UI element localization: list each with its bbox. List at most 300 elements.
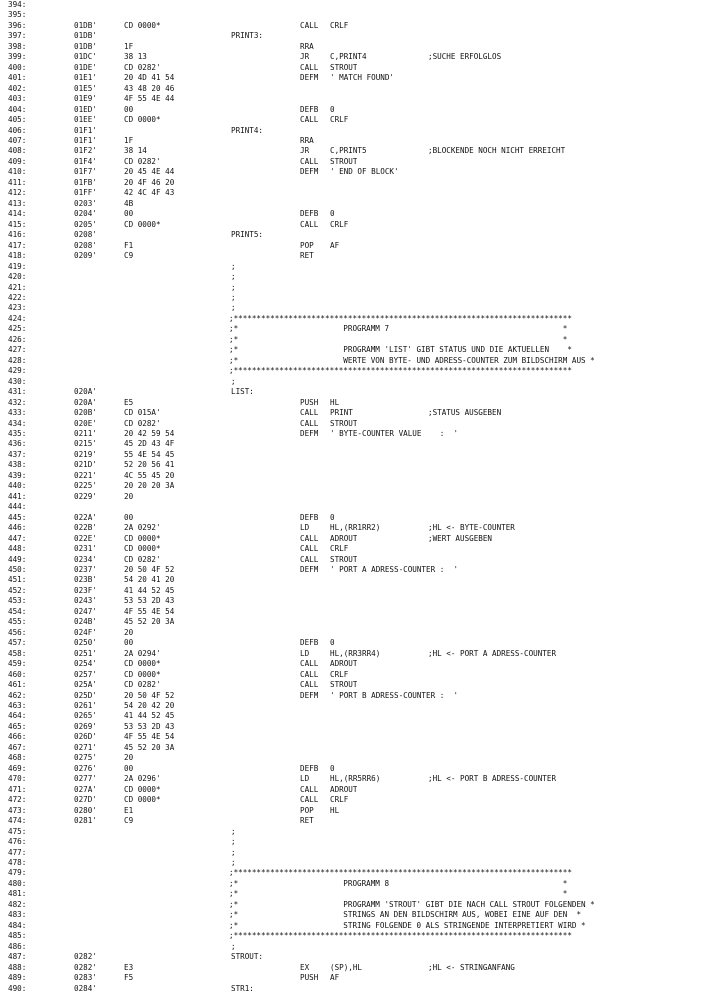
line-number: 409: [8, 156, 27, 166]
listing-line [0, 73, 701, 83]
line-number: 462: [8, 690, 27, 700]
mnemonic: CALL [300, 408, 319, 418]
line-number: 475: [8, 826, 27, 836]
listing-line [0, 523, 701, 533]
label: ; [231, 837, 236, 847]
listing-line [0, 136, 701, 146]
address: 01FF' [74, 188, 97, 198]
listing-line [0, 942, 701, 952]
address: 0271' [74, 742, 97, 752]
address: 0243' [74, 596, 97, 606]
address: 022E' [74, 533, 97, 543]
label: ; [231, 292, 236, 302]
line-number: 452: [8, 585, 27, 595]
address: 027D' [74, 795, 97, 805]
listing-line [0, 670, 701, 680]
operand: C,PRINT5 [330, 146, 367, 156]
line-number: 401: [8, 73, 27, 83]
listing-line [0, 691, 701, 701]
line-number: 478: [8, 857, 27, 867]
address: 01F1' [74, 125, 97, 135]
listing-line [0, 963, 701, 973]
listing-line [0, 157, 701, 167]
address: 0283' [74, 973, 97, 983]
address: 01DC' [74, 52, 97, 62]
listing-line [0, 858, 701, 868]
machine-code: 20 [124, 491, 134, 501]
mnemonic: CALL [300, 62, 319, 72]
machine-code: 38 14 [124, 146, 147, 156]
label: PRINT4: [231, 125, 264, 135]
operand: STROUT [330, 418, 358, 428]
line-number: 421: [8, 282, 27, 292]
line-number: 414: [8, 209, 27, 219]
line-number: 437: [8, 449, 27, 459]
machine-code: 38 13 [124, 52, 147, 62]
line-number: 448: [8, 544, 27, 554]
line-number: 449: [8, 554, 27, 564]
address: 0254' [74, 659, 97, 669]
machine-code: CD 0000* [124, 659, 161, 669]
comment-banner: ;* * [229, 334, 568, 344]
label: PRINT5: [231, 230, 264, 240]
line-number: 482: [8, 899, 27, 909]
mnemonic: POP [300, 240, 314, 250]
line-number: 431: [8, 387, 27, 397]
line-number: 398: [8, 41, 27, 51]
mnemonic: EX [300, 962, 310, 972]
listing-line [0, 764, 701, 774]
line-number: 420: [8, 272, 27, 282]
machine-code: 20 50 4F 52 [124, 565, 175, 574]
listing-line [0, 0, 701, 10]
mnemonic: RET [300, 251, 314, 261]
listing-line [0, 837, 701, 847]
listing-line [0, 450, 701, 460]
listing-line [0, 879, 701, 889]
line-number: 400: [8, 62, 27, 72]
listing-line [0, 230, 701, 240]
address: 0251' [74, 648, 97, 658]
machine-code: CD 0000* [124, 795, 161, 805]
operand: PRINT [330, 408, 353, 418]
machine-code: 1F [124, 136, 134, 146]
line-number: 406: [8, 125, 27, 135]
listing-line [0, 167, 701, 177]
line-number: 435: [8, 428, 27, 438]
line-number: 465: [8, 721, 27, 731]
listing-line [0, 638, 701, 648]
line-number: 429: [8, 366, 27, 376]
mnemonic: CALL [300, 544, 319, 554]
listing-line [0, 575, 701, 585]
machine-code: C9 [124, 251, 134, 261]
line-number: 427: [8, 345, 27, 355]
listing-line [0, 377, 701, 387]
line-number: 445: [8, 512, 27, 522]
machine-code: 54 20 41 20 [124, 575, 175, 585]
address: 025D' [74, 690, 97, 700]
operand: ' BYTE-COUNTER VALUE : ' [330, 428, 459, 438]
listing-line [0, 910, 701, 920]
machine-code: C9 [124, 816, 134, 826]
mnemonic: DEFB [300, 209, 319, 219]
address: 0208' [74, 230, 97, 240]
machine-code: CD 0000* [124, 20, 161, 30]
line-number: 424: [8, 313, 27, 323]
machine-code: CD 0282' [124, 418, 161, 428]
mnemonic: LD [300, 774, 310, 784]
machine-code: 53 53 2D 43 [124, 596, 175, 606]
machine-code: CD 0282' [124, 62, 161, 72]
line-number: 422: [8, 292, 27, 302]
line-number: 423: [8, 303, 27, 313]
listing-line [0, 94, 701, 104]
operand: 0 [330, 512, 335, 522]
listing-line [0, 711, 701, 721]
address: 0215' [74, 439, 97, 449]
listing-line [0, 345, 701, 355]
line-number: 433: [8, 408, 27, 418]
mnemonic: CALL [300, 418, 319, 428]
mnemonic: DEFB [300, 763, 319, 773]
mnemonic: POP [300, 805, 314, 815]
label: LIST: [231, 387, 254, 397]
address: 01DE' [74, 62, 97, 72]
operand: 0 [330, 209, 335, 219]
machine-code: 20 20 20 3A [124, 481, 175, 491]
address: 0237' [74, 565, 97, 574]
listing-line [0, 816, 701, 826]
operand: ADROUT [330, 659, 358, 669]
comment: ;BLOCKENDE NOCH NICHT ERREICHT [428, 146, 566, 156]
listing-line [0, 785, 701, 795]
address: 020A' [74, 387, 97, 397]
mnemonic: PUSH [300, 397, 319, 407]
mnemonic: PUSH [300, 973, 319, 983]
machine-code: CD 0000* [124, 784, 161, 794]
operand: HL [330, 805, 340, 815]
mnemonic: LD [300, 648, 310, 658]
listing-line [0, 492, 701, 502]
listing-line [0, 188, 701, 198]
listing-line [0, 544, 701, 554]
listing-line [0, 628, 701, 638]
operand: AF [330, 973, 340, 983]
address: 01F7' [74, 167, 97, 177]
address: 01FB' [74, 177, 97, 187]
operand: HL [330, 397, 340, 407]
address: 024F' [74, 627, 97, 637]
operand: 0 [330, 104, 335, 114]
listing-line [0, 481, 701, 491]
operand: HL,(RR1RR2) [330, 523, 381, 533]
address: 020B' [74, 408, 97, 418]
listing-line [0, 931, 701, 941]
machine-code: 2A 0292' [124, 523, 161, 533]
comment: ;SUCHE ERFOLGLOS [428, 52, 502, 62]
operand: C,PRINT4 [330, 52, 367, 62]
operand: STROUT [330, 680, 358, 690]
machine-code: E3 [124, 962, 134, 972]
mnemonic: CALL [300, 795, 319, 805]
line-number: 476: [8, 837, 27, 847]
listing-line [0, 513, 701, 523]
comment: ;HL <- STRINGANFANG [428, 962, 515, 972]
line-number: 404: [8, 104, 27, 114]
listing-line [0, 199, 701, 209]
machine-code: 1F [124, 41, 134, 51]
comment-banner: ;* PROGRAMM 7 * [229, 324, 568, 334]
line-number: 440: [8, 481, 27, 491]
mnemonic: CALL [300, 669, 319, 679]
machine-code: 20 [124, 627, 134, 637]
operand: HL,(RR3RR4) [330, 648, 381, 658]
listing-line [0, 900, 701, 910]
comment-banner: ;* WERTE VON BYTE- UND ADRESS-COUNTER ZUM BILDSCHIRM AUS * [229, 355, 595, 365]
listing-line [0, 10, 701, 20]
operand: ADROUT [330, 784, 358, 794]
address: 01E5' [74, 83, 97, 93]
line-number: 418: [8, 251, 27, 261]
listing-line [0, 251, 701, 261]
listing-line [0, 502, 701, 512]
machine-code: 54 20 42 20 [124, 701, 175, 711]
label: ; [231, 261, 236, 271]
listing-line [0, 293, 701, 303]
address: 021D' [74, 460, 97, 470]
operand: ADROUT [330, 533, 358, 543]
mnemonic: CALL [300, 784, 319, 794]
operand: STROUT [330, 156, 358, 166]
address: 0205' [74, 219, 97, 229]
line-number: 479: [8, 868, 27, 878]
address: 0282' [74, 952, 97, 962]
address: 025A' [74, 680, 97, 690]
mnemonic: DEFB [300, 104, 319, 114]
listing-line [0, 303, 701, 313]
address: 01F4' [74, 156, 97, 166]
machine-code: 4B [124, 198, 134, 208]
address: 01F1' [74, 136, 97, 146]
listing-line [0, 806, 701, 816]
operand: ' PORT A ADRESS-COUNTER : ' [330, 565, 459, 574]
mnemonic: CALL [300, 680, 319, 690]
listing-line [0, 21, 701, 31]
line-number: 458: [8, 648, 27, 658]
comment-banner: ;* PROGRAMM 'STROUT' GIBT DIE NACH CALL STROUT FOLGENDEN * [229, 899, 595, 909]
line-number: 428: [8, 355, 27, 365]
comment-banner: ;************************************************************************** [229, 931, 572, 941]
line-number: 450: [8, 565, 27, 574]
address: 0275' [74, 753, 97, 763]
address: 024B' [74, 617, 97, 627]
line-number: 468: [8, 753, 27, 763]
machine-code: 2A 0294' [124, 648, 161, 658]
listing-line [0, 241, 701, 251]
operand: ' MATCH FOUND' [330, 73, 395, 83]
listing-line [0, 105, 701, 115]
listing-line [0, 356, 701, 366]
operand: STROUT [330, 62, 358, 72]
listing-line [0, 84, 701, 94]
comment-banner: ;* STRINGS AN DEN BILDSCHIRM AUS, WOBEI EINE AUF DEN * [229, 910, 582, 920]
listing-line [0, 973, 701, 983]
listing-line [0, 272, 701, 282]
operand: CRLF [330, 219, 349, 229]
mnemonic: RET [300, 816, 314, 826]
mnemonic: CALL [300, 115, 319, 125]
mnemonic: CALL [300, 219, 319, 229]
address: 0209' [74, 251, 97, 261]
machine-code: CD 0000* [124, 219, 161, 229]
line-number: 411: [8, 177, 27, 187]
line-number: 481: [8, 889, 27, 899]
line-number: 467: [8, 742, 27, 752]
machine-code: E5 [124, 397, 134, 407]
line-number: 451: [8, 575, 27, 585]
line-number: 410: [8, 167, 27, 177]
machine-code: 20 [124, 753, 134, 763]
line-number: 439: [8, 470, 27, 480]
machine-code: CD 0000* [124, 669, 161, 679]
line-number: 444: [8, 502, 27, 512]
address: 0229' [74, 491, 97, 501]
machine-code: CD 0282' [124, 156, 161, 166]
line-number: 453: [8, 596, 27, 606]
line-number: 486: [8, 941, 27, 951]
address: 01DB' [74, 20, 97, 30]
line-number: 456: [8, 627, 27, 637]
mnemonic: JR [300, 146, 310, 156]
line-number: 460: [8, 669, 27, 679]
line-number: 438: [8, 460, 27, 470]
address: 0203' [74, 198, 97, 208]
comment-banner: ;************************************************************************** [229, 868, 572, 878]
machine-code: 4F 55 4E 44 [124, 94, 175, 104]
machine-code: 00 [124, 104, 134, 114]
line-number: 432: [8, 397, 27, 407]
machine-code: 2A 0296' [124, 774, 161, 784]
listing-line [0, 471, 701, 481]
listing-line [0, 596, 701, 606]
mnemonic: CALL [300, 554, 319, 564]
machine-code: 20 42 59 54 [124, 428, 175, 438]
address: 020E' [74, 418, 97, 428]
listing-line [0, 52, 701, 62]
line-number: 417: [8, 240, 27, 250]
address: 023B' [74, 575, 97, 585]
label: STROUT: [231, 952, 264, 962]
comment: ;HL <- BYTE-COUNTER [428, 523, 515, 533]
label: ; [231, 272, 236, 282]
listing-line [0, 209, 701, 219]
machine-code: 00 [124, 763, 134, 773]
label: ; [231, 826, 236, 836]
address: 0276' [74, 763, 97, 773]
line-number: 395: [8, 10, 27, 20]
address: 022A' [74, 512, 97, 522]
operand: CRLF [330, 20, 349, 30]
listing-line [0, 324, 701, 334]
line-number: 487: [8, 952, 27, 962]
machine-code: CD 0282' [124, 680, 161, 690]
machine-code: 4F 55 4E 54 [124, 732, 175, 742]
mnemonic: DEFM [300, 73, 319, 83]
mnemonic: RRA [300, 41, 314, 51]
line-number: 485: [8, 931, 27, 941]
listing-line [0, 262, 701, 272]
listing-line [0, 63, 701, 73]
operand: AF [330, 240, 340, 250]
listing-line [0, 314, 701, 324]
listing-line [0, 146, 701, 156]
line-number: 407: [8, 136, 27, 146]
line-number: 454: [8, 606, 27, 616]
machine-code: 45 2D 43 4F [124, 439, 175, 449]
address: 0225' [74, 481, 97, 491]
listing-line [0, 178, 701, 188]
address: 01DB' [74, 41, 97, 51]
listing-line [0, 408, 701, 418]
line-number: 470: [8, 774, 27, 784]
address: 0269' [74, 721, 97, 731]
line-number: 469: [8, 763, 27, 773]
label: ; [231, 303, 236, 313]
address: 0250' [74, 638, 97, 648]
listing-line [0, 701, 701, 711]
mnemonic: CALL [300, 659, 319, 669]
mnemonic: RRA [300, 136, 314, 146]
label: ; [231, 857, 236, 867]
machine-code: 45 52 20 3A [124, 617, 175, 627]
listing-line [0, 366, 701, 376]
listing-line [0, 42, 701, 52]
line-number: 447: [8, 533, 27, 543]
label: ; [231, 941, 236, 951]
machine-code: 00 [124, 512, 134, 522]
listing-line [0, 429, 701, 439]
machine-code: 55 4E 54 45 [124, 449, 175, 459]
address: 0211' [74, 428, 97, 438]
address: 0281' [74, 816, 97, 826]
machine-code: CD 0000* [124, 533, 161, 543]
listing-line [0, 387, 701, 397]
listing-line [0, 534, 701, 544]
comment-banner: ;* * [229, 889, 568, 899]
address: 01ED' [74, 104, 97, 114]
line-number: 397: [8, 31, 27, 41]
line-number: 413: [8, 198, 27, 208]
listing-line [0, 31, 701, 41]
machine-code: F5 [124, 973, 134, 983]
mnemonic: CALL [300, 533, 319, 543]
line-number: 483: [8, 910, 27, 920]
line-number: 490: [8, 983, 27, 993]
label: STR1: [231, 983, 254, 993]
mnemonic: DEFB [300, 512, 319, 522]
listing-line [0, 722, 701, 732]
mnemonic: DEFM [300, 565, 319, 574]
line-number: 466: [8, 732, 27, 742]
address: 0280' [74, 805, 97, 815]
address: 0208' [74, 240, 97, 250]
listing-line [0, 565, 701, 575]
listing-line [0, 586, 701, 596]
address: 022B' [74, 523, 97, 533]
listing-line [0, 795, 701, 805]
machine-code: 20 4D 41 54 [124, 73, 175, 83]
